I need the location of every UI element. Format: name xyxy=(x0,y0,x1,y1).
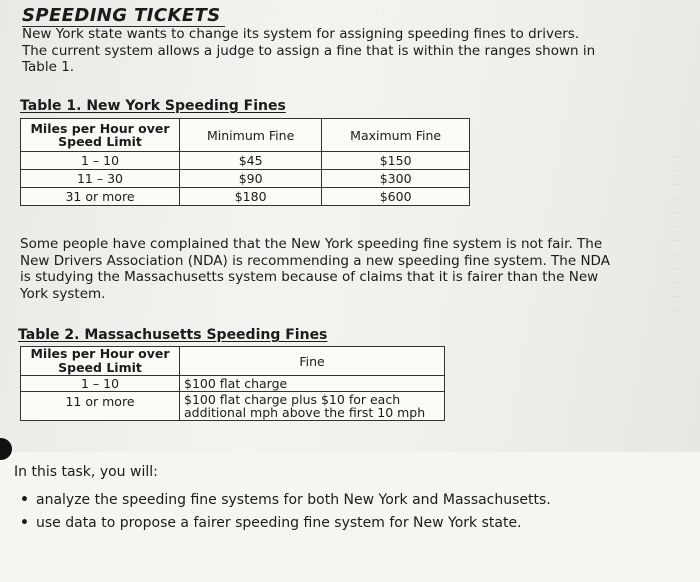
table-cell: 1 – 10 xyxy=(21,152,180,170)
complaint-paragraph: Some people have complained that the New York speeding fine system is not fair. The New Drivers Association (NDA) is recommending a new speeding fine system. The NDA is studying the Massachusetts system because of claims that it is fairer than the New York system. xyxy=(20,236,610,302)
table-row xyxy=(21,392,445,421)
table-row xyxy=(21,188,470,206)
massachusetts-fines-table xyxy=(20,346,445,421)
table1-caption: Table 1. New York Speeding Fines xyxy=(20,98,286,114)
table-cell: $300 xyxy=(322,170,470,188)
task-list xyxy=(20,492,660,538)
table-cell: 11 or more xyxy=(21,392,180,421)
table-header-row xyxy=(21,347,445,376)
list-item: • analyze the speeding fine systems for both New York and Massachusetts. xyxy=(20,492,660,509)
table-cell: 1 – 10 xyxy=(21,376,180,392)
intro-paragraph: New York state wants to change its system for assigning speeding fines to drivers. The current system allows a judge to assign a fine that is within the ranges shown in Table 1. xyxy=(22,26,596,75)
table-cell: 31 or more xyxy=(21,188,180,206)
task-intro: In this task, you will: xyxy=(14,464,158,480)
bleed-through-text: · · · · · · · · · · · · · · · · · xyxy=(270,6,386,19)
table-header-row xyxy=(21,119,470,152)
table-cell: $100 flat charge plus $10 for each additional mph above the first 10 mph xyxy=(180,392,445,421)
table2-caption: Table 2. Massachusetts Speeding Fines xyxy=(18,327,328,343)
new-york-fines-table xyxy=(20,118,470,206)
column-header: Miles per Hour over Speed Limit xyxy=(21,347,180,376)
column-header: Fine xyxy=(180,347,445,376)
table-cell: $100 flat charge xyxy=(180,376,445,392)
bleed-through-scale: — — — — — — — — — — — — xyxy=(672,152,681,316)
binder-hole xyxy=(0,438,12,460)
table-cell: $45 xyxy=(180,152,322,170)
table-cell: $600 xyxy=(322,188,470,206)
column-header: Maximum Fine xyxy=(322,119,470,152)
table-cell: $90 xyxy=(180,170,322,188)
column-header: Miles per Hour over Speed Limit xyxy=(21,119,180,152)
task-section xyxy=(0,452,700,582)
table-cell: $180 xyxy=(180,188,322,206)
table-cell: 11 – 30 xyxy=(21,170,180,188)
list-item: • use data to propose a fairer speeding fine system for New York state. xyxy=(20,515,660,532)
table-row xyxy=(21,376,445,392)
table-row xyxy=(21,170,470,188)
table-cell: $150 xyxy=(322,152,470,170)
table-row xyxy=(21,152,470,170)
column-header: Minimum Fine xyxy=(180,119,322,152)
page-title: SPEEDING TICKETS xyxy=(22,6,225,27)
